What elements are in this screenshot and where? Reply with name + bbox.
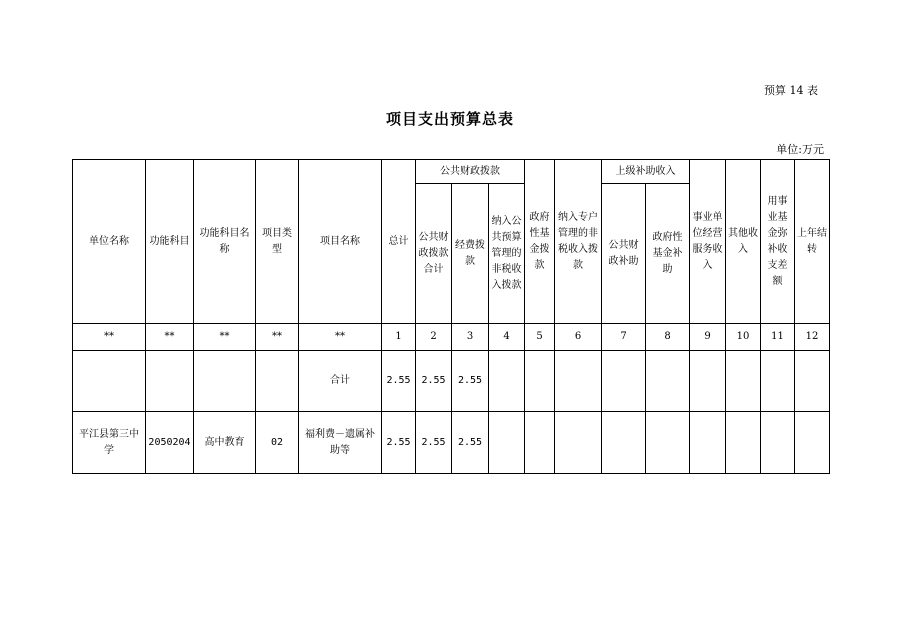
col-public-fiscal: 公共财政拨款	[416, 160, 525, 184]
table-cell	[795, 412, 830, 474]
table-cell	[525, 351, 555, 412]
index-cell: 5	[525, 324, 555, 351]
col-pf-nontax: 纳入公共预算管理的非税收入拨款	[489, 184, 525, 324]
table-cell: 2.55	[416, 412, 452, 474]
table-cell	[489, 351, 525, 412]
col-business-fund: 用事业基金弥补收支差额	[761, 160, 795, 324]
table-cell	[690, 351, 726, 412]
index-cell: **	[299, 324, 382, 351]
table-cell	[256, 351, 299, 412]
table-cell	[489, 412, 525, 474]
table-cell: 2.55	[382, 412, 416, 474]
table-cell	[602, 351, 646, 412]
index-cell: 9	[690, 324, 726, 351]
col-business: 事业单位经营服务收入	[690, 160, 726, 324]
table-cell: 2.55	[452, 412, 489, 474]
budget-table	[72, 159, 830, 474]
index-cell: **	[194, 324, 256, 351]
table-cell	[146, 351, 194, 412]
index-cell: 1	[382, 324, 416, 351]
index-cell: 4	[489, 324, 525, 351]
table-row	[73, 351, 830, 412]
table-cell	[525, 412, 555, 474]
table-cell	[555, 351, 602, 412]
table-cell	[194, 351, 256, 412]
index-cell: 2	[416, 324, 452, 351]
table-cell	[646, 351, 690, 412]
table-cell	[646, 412, 690, 474]
table-cell: 2.55	[452, 351, 489, 412]
col-other: 其他收入	[726, 160, 761, 324]
col-special-nontax: 纳入专户管理的非税收入拨款	[555, 160, 602, 324]
table-cell	[726, 351, 761, 412]
index-cell: 7	[602, 324, 646, 351]
index-cell: 8	[646, 324, 690, 351]
header-row-1	[73, 160, 830, 184]
table-cell: 2.55	[382, 351, 416, 412]
table-number: 预算 14 表	[764, 84, 818, 97]
table-cell	[795, 351, 830, 412]
col-higher-subsidy: 上级补助收入	[602, 160, 690, 184]
table-cell: 福利费－遗属补助等	[299, 412, 382, 474]
col-pf-funds: 经费拨款	[452, 184, 489, 324]
col-unit-name: 单位名称	[73, 160, 146, 324]
col-proj-name: 项目名称	[299, 160, 382, 324]
col-gov-fund: 政府性基金拨款	[525, 160, 555, 324]
index-cell: 12	[795, 324, 830, 351]
index-cell: **	[256, 324, 299, 351]
table-cell	[690, 412, 726, 474]
table-cell	[761, 412, 795, 474]
table-cell: 2.55	[416, 351, 452, 412]
table-cell: 02	[256, 412, 299, 474]
col-hs-gov-fund: 政府性基金补助	[646, 184, 690, 324]
table-cell	[761, 351, 795, 412]
index-cell: 3	[452, 324, 489, 351]
table-cell	[726, 412, 761, 474]
unit-label: 单位:万元	[776, 143, 824, 156]
index-cell: **	[73, 324, 146, 351]
table-cell: 高中教育	[194, 412, 256, 474]
table-cell: 合计	[299, 351, 382, 412]
table-row	[73, 412, 830, 474]
col-total: 总计	[382, 160, 416, 324]
table-cell	[555, 412, 602, 474]
index-cell: 6	[555, 324, 602, 351]
col-func-name: 功能科目名称	[194, 160, 256, 324]
index-cell: 10	[726, 324, 761, 351]
index-row	[73, 324, 830, 351]
table-cell	[602, 412, 646, 474]
table-cell: 平江县第三中学	[73, 412, 146, 474]
col-pf-total: 公共财政拨款合计	[416, 184, 452, 324]
col-carryover: 上年结转	[795, 160, 830, 324]
table-cell	[73, 351, 146, 412]
col-proj-type: 项目类型	[256, 160, 299, 324]
col-hs-public: 公共财政补助	[602, 184, 646, 324]
index-cell: **	[146, 324, 194, 351]
index-cell: 11	[761, 324, 795, 351]
page-title: 项目支出预算总表	[385, 110, 514, 128]
table-cell: 2050204	[146, 412, 194, 474]
col-func-code: 功能科目	[146, 160, 194, 324]
